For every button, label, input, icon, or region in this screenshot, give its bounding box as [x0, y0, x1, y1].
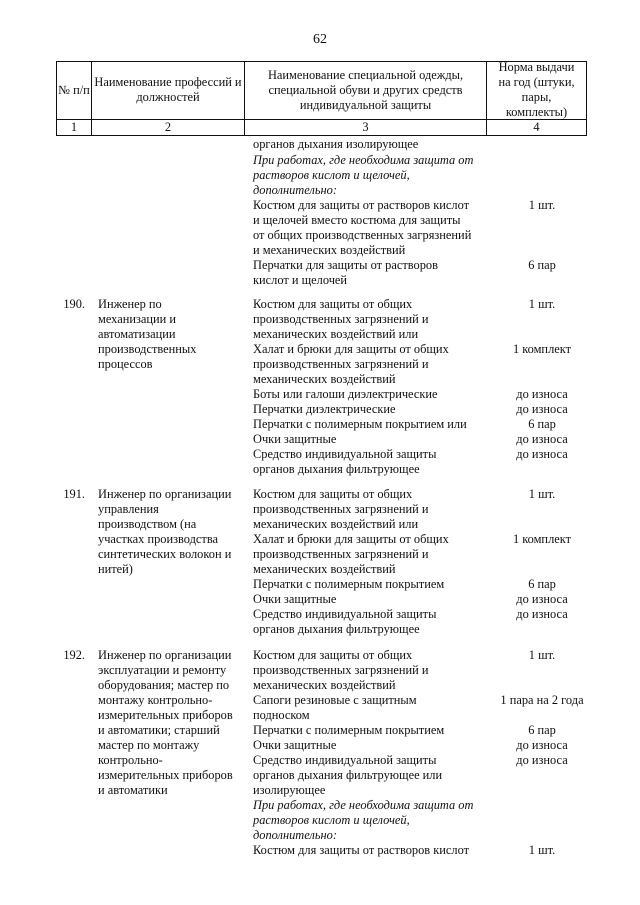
equipment-item: Сапоги резиновые с защитным	[253, 693, 417, 707]
equipment-item: механических воздействий	[253, 678, 396, 692]
condition-note: дополнительно:	[253, 183, 337, 197]
equipment-item: производственных загрязнений и	[253, 357, 429, 371]
profession-title: и автоматики	[98, 783, 168, 797]
equipment-item: Костюм для защиты от растворов кислот	[253, 843, 470, 857]
equipment-item: Перчатки с полимерным покрытием	[253, 723, 445, 737]
equipment-item: Перчатки диэлектрические	[253, 402, 396, 416]
condition-note: дополнительно:	[253, 828, 337, 842]
norm-value: 6 пар	[528, 577, 556, 591]
profession-title: производством (на	[98, 517, 197, 531]
norm-value: 1 комплект	[512, 532, 572, 546]
row-number: 192.	[63, 648, 85, 662]
profession-title: и автоматики; старший	[98, 723, 220, 737]
norm-value: 1 шт.	[528, 297, 556, 311]
norm-value: до износа	[516, 447, 568, 461]
equipment-item: Костюм для защиты от общих	[253, 487, 413, 501]
norm-value: до износа	[516, 592, 568, 606]
equipment-item: Перчатки для защиты от растворов	[253, 258, 438, 272]
column-number-2: 2	[164, 120, 172, 134]
profession-title: измерительных приборов	[98, 768, 233, 782]
equipment-item: производственных загрязнений и	[253, 502, 429, 516]
norm-value: 1 шт.	[528, 648, 556, 662]
equipment-item: Костюм для защиты от общих	[253, 648, 413, 662]
norm-value: до износа	[516, 607, 568, 621]
equipment-item: механических воздействий или	[253, 517, 419, 531]
equipment-item: производственных загрязнений и	[253, 663, 429, 677]
condition-note: растворов кислот и щелочей,	[253, 813, 410, 827]
equipment-item: Средство индивидуальной защиты	[253, 447, 437, 461]
equipment-item: Средство индивидуальной защиты	[253, 753, 437, 767]
rule	[56, 135, 587, 136]
equipment-item: Халат и брюки для защиты от общих	[253, 532, 449, 546]
norm-value: 1 шт.	[528, 487, 556, 501]
profession-title: автоматизации	[98, 327, 176, 341]
profession-title: монтажу контрольно-	[98, 693, 213, 707]
row-number: 191.	[63, 487, 85, 501]
equipment-item: органов дыхания фильтрующее или	[253, 768, 443, 782]
equipment-item: Очки защитные	[253, 738, 337, 752]
profession-title: нитей)	[98, 562, 133, 576]
profession-title: управления	[98, 502, 159, 516]
condition-note: растворов кислот и щелочей,	[253, 168, 410, 182]
equipment-item: Перчатки с полимерным покрытием или	[253, 417, 467, 431]
header-number: № п/п	[58, 82, 90, 97]
equipment-item: Перчатки с полимерным покрытием	[253, 577, 445, 591]
profession-title: производственных	[98, 342, 197, 356]
norm-value: 6 пар	[528, 723, 556, 737]
profession-title: Инженер по организации	[98, 648, 232, 662]
table-header	[56, 61, 587, 136]
equipment-item: механических воздействий	[253, 562, 396, 576]
equipment-item: и щелочей вместо костюма для защиты	[253, 213, 461, 227]
equipment-item: механических воздействий или	[253, 327, 419, 341]
norm-value: 6 пар	[528, 417, 556, 431]
profession-title: участках производства	[98, 532, 219, 546]
profession-title: процессов	[98, 357, 153, 371]
row-number: 190.	[63, 297, 85, 311]
equipment-item: Очки защитные	[253, 432, 337, 446]
page-number: 62	[313, 32, 327, 47]
equipment-item: органов дыхания изолирующее	[253, 137, 419, 151]
profession-title: оборудования; мастер по	[98, 678, 230, 692]
header-profession: Наименование профессий и должностей	[94, 75, 242, 104]
profession-title: Инженер по	[98, 297, 162, 311]
equipment-item: производственных загрязнений и	[253, 547, 429, 561]
header-norm: Норма выдачи на год (штуки, пары, комплекты)	[498, 60, 575, 119]
norm-value: до износа	[516, 432, 568, 446]
equipment-item: Средство индивидуальной защиты	[253, 607, 437, 621]
equipment-item: органов дыхания фильтрующее	[253, 622, 420, 636]
norm-value: до износа	[516, 402, 568, 416]
condition-note: При работах, где необходима защита от	[253, 798, 474, 812]
equipment-item: Костюм для защиты от растворов кислот	[253, 198, 470, 212]
equipment-item: Очки защитные	[253, 592, 337, 606]
equipment-item: производственных загрязнений и	[253, 312, 429, 326]
column-number-3: 3	[362, 120, 369, 134]
norm-value: 1 комплект	[512, 342, 572, 356]
equipment-item: Костюм для защиты от общих	[253, 297, 413, 311]
profession-title: синтетических волокон и	[98, 547, 232, 561]
profession-title: эксплуатации и ремонту	[98, 663, 227, 677]
profession-title: механизации и	[98, 312, 176, 326]
column-number-4: 4	[533, 120, 540, 134]
equipment-item: Боты или галоши диэлектрические	[253, 387, 438, 401]
norm-value: до износа	[516, 387, 568, 401]
equipment-item: кислот и щелочей	[253, 273, 348, 287]
equipment-item: Халат и брюки для защиты от общих	[253, 342, 449, 356]
profession-title: мастер по монтажу	[98, 738, 200, 752]
equipment-item: изолирующее	[253, 783, 326, 797]
profession-title: Инженер по организации	[98, 487, 232, 501]
rule	[586, 61, 587, 136]
equipment-item: от общих производственных загрязнений	[253, 228, 472, 242]
equipment-item: и механических воздействий	[253, 243, 406, 257]
profession-title: измерительных приборов	[98, 708, 233, 722]
norm-value: 6 пар	[528, 258, 556, 272]
norm-value: до износа	[516, 753, 568, 767]
header-equipment: Наименование специальной одежды, специальной обуви и других средств индивидуальной защиты	[267, 67, 464, 112]
equipment-item: механических воздействий	[253, 372, 396, 386]
equipment-item: подноском	[253, 708, 310, 722]
equipment-item: органов дыхания фильтрующее	[253, 462, 420, 476]
norm-value: 1 пара на 2 года	[500, 693, 584, 707]
profession-title: контрольно-	[98, 753, 163, 767]
column-number-1: 1	[70, 120, 78, 134]
norm-value: до износа	[516, 738, 568, 752]
condition-note: При работах, где необходима защита от	[253, 153, 474, 167]
norm-value: 1 шт.	[528, 198, 556, 212]
norm-value: 1 шт.	[528, 843, 556, 857]
